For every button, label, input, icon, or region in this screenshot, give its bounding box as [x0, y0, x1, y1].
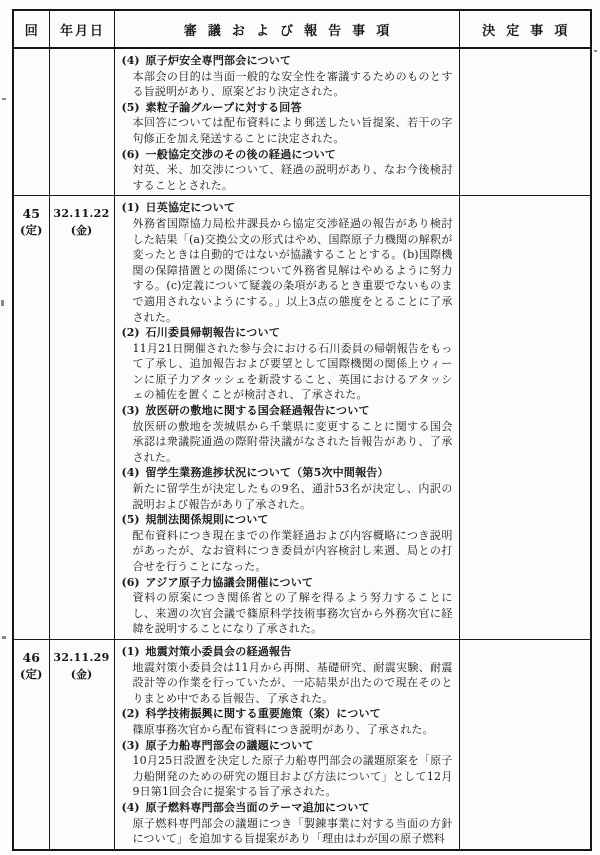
agenda-item	[122, 706, 453, 737]
date-cell	[49, 639, 114, 850]
item-title: 放医研の敷地に関する国会経過報告について	[145, 404, 370, 418]
agenda-item	[122, 53, 453, 100]
date-value: 32.11.29	[53, 650, 110, 664]
item-body: 放医研の敷地を茨城県から千葉県に変更することに関する国会承認は衆議院通過の際附帯決議がなされた旨報告があり、了承された。	[132, 419, 453, 464]
agenda-item-heading	[122, 200, 453, 216]
header-agenda-column: 審議および報告事項	[114, 10, 459, 48]
item-number: (4)	[121, 466, 140, 480]
date-cell	[49, 196, 114, 640]
agenda-item-heading	[122, 147, 453, 163]
date-cell	[49, 48, 114, 196]
agenda-item-heading	[122, 403, 453, 419]
scan-artifact	[594, 50, 597, 52]
agenda-item-heading	[122, 53, 453, 69]
agenda-item	[122, 800, 453, 847]
item-number: (4)	[121, 54, 140, 67]
item-number: (3)	[121, 738, 140, 752]
item-body: 本回答については配布資料により郵送したい旨提案、若干の字句修正を加え発送することに決定された。	[132, 116, 453, 145]
item-title: 原子炉安全専門部会について	[145, 54, 292, 67]
agenda-item	[122, 644, 453, 706]
agenda-item	[122, 465, 453, 512]
item-number: (2)	[121, 707, 140, 721]
item-title: 原子燃料専門部会当面のテーマ追加について	[145, 800, 370, 814]
item-number: (1)	[121, 644, 140, 658]
session-type: (定)	[20, 223, 43, 238]
item-title: 素粒子論グループに対する回答	[145, 100, 302, 114]
session-cell	[13, 48, 49, 196]
item-title: 一般協定交渉のその後の経過について	[145, 147, 337, 161]
agenda-cell	[114, 196, 459, 640]
agenda-item-heading	[122, 325, 453, 341]
date-weekday: (金)	[70, 224, 93, 238]
table-row	[13, 48, 591, 196]
header-date-column: 年月日	[49, 10, 114, 48]
agenda-item	[122, 512, 453, 574]
date-value: 32.11.22	[53, 207, 110, 221]
item-number: (4)	[121, 800, 140, 814]
item-number: (5)	[121, 100, 140, 114]
item-body: 資料の原案につき関係省との了解を得るよう努力することにし、来週の次官会議で篠原科学技術事務次官から外務次官に経緯を説明することになり了承された。	[132, 591, 453, 636]
item-body: 10月25日設置を決定した原子力船専門部会の議題原案を「原子力船開発のための研究の題目および方法について」として12月9日第1回会合に提案する旨了承された。	[132, 754, 453, 799]
agenda-item-list	[122, 53, 453, 193]
agenda-item	[122, 147, 453, 194]
agenda-item-heading	[122, 512, 453, 528]
header-decision-column: 決定事項	[459, 10, 591, 48]
header-row	[13, 10, 591, 48]
item-number: (3)	[121, 404, 140, 418]
agenda-item-heading	[122, 575, 453, 591]
agenda-item	[122, 738, 453, 800]
item-body: 本部会の目的は当面一般的な安全性を審議するためのものとする旨説明があり、原案どおり決定された。	[132, 69, 453, 99]
agenda-item-list	[122, 644, 453, 847]
session-type: (定)	[20, 666, 43, 681]
item-title: 科学技術振興に関する重要施策（案）について	[145, 707, 381, 721]
agenda-item-heading	[122, 465, 453, 481]
decision-cell	[459, 639, 591, 850]
agenda-item-heading	[122, 644, 453, 660]
item-title: 規制法関係規則について	[145, 513, 269, 527]
item-body: 原子燃料専門部会の議題につき「製錬事業に対する当面の方針について」を追加する旨提案があり「理由はわが国の原子燃料	[132, 816, 453, 846]
session-number: 45	[22, 206, 40, 222]
agenda-cell	[114, 639, 459, 850]
item-title: 日英協定について	[145, 201, 236, 215]
item-number: (6)	[121, 147, 140, 161]
item-body: 地震対策小委員会は11月から再開、基礎研究、耐震実験、耐震設計等の作業を行っていたが、一応結果が出たので現在そのとりまとめ中である旨報告、了承された。	[132, 660, 453, 705]
decision-cell	[459, 196, 591, 640]
session-cell	[13, 196, 49, 640]
decision-cell	[459, 48, 591, 196]
scan-artifact	[1, 300, 4, 306]
agenda-item	[122, 200, 453, 325]
session-cell	[13, 639, 49, 850]
agenda-item	[122, 575, 453, 637]
item-body: 11月21日開催された参与会における石川委員の帰朝報告をもって了承し、追加報告および要望として国際機関の関係上ウィーンに原子力アタッシェを新設すること、英国におけるアタッシェの補佐を置くことが検討され、了承された。	[132, 341, 453, 402]
agenda-item-heading	[122, 706, 453, 722]
agenda-item	[122, 100, 453, 147]
agenda-item-heading	[122, 800, 453, 816]
agenda-item	[122, 403, 453, 465]
item-body: 外務省国際協力局松井課長から協定交渉経過の報告があり検討した結果「(a)交換公文の形式はやめ、国際原子力機関の解釈が変ったときは自動的ではないが協議することとする。(b)国際機関の保障措置との関係について外務省見解はやめるように努力する。(c)定義について疑義の条項があるとき重要でないものまで適用されないようにする。」以上3点の態度をとることに了承された。	[132, 216, 453, 324]
item-number: (5)	[121, 513, 140, 527]
agenda-item-list	[122, 200, 453, 637]
agenda-item-heading	[122, 100, 453, 116]
table-row	[13, 639, 591, 850]
agenda-cell	[114, 48, 459, 196]
item-title: アジア原子力協議会開催について	[145, 575, 314, 589]
item-body: 篠原事務次官から配布資料につき説明があり、了承された。	[132, 722, 434, 736]
item-body: 配布資料につき現在までの作業経過および内容概略につき説明があったが、なお資料につき委員が内容検討し来週、局との打合せを行うことになった。	[132, 528, 453, 573]
agenda-item-heading	[122, 738, 453, 754]
item-body: 新たに留学生が決定したもの9名、通計53名が決定し、内訳の説明および報告があり了承された。	[132, 482, 453, 511]
scan-artifact	[2, 98, 6, 100]
item-number: (2)	[121, 326, 140, 340]
item-number: (1)	[121, 201, 140, 215]
header-session-column: 回	[13, 10, 49, 48]
minutes-table	[12, 9, 592, 851]
item-title: 石川委員帰朝報告について	[145, 326, 280, 340]
scan-artifact	[2, 636, 6, 639]
table-row	[13, 196, 591, 640]
session-number: 46	[22, 649, 40, 665]
item-title: 地震対策小委員会の経過報告	[145, 644, 292, 658]
item-title: 原子力船専門部会の議題について	[145, 738, 314, 752]
item-body: 対英、米、加交渉について、経過の説明があり、なお今後検討することとされた。	[132, 163, 453, 192]
item-number: (6)	[121, 575, 140, 589]
item-title: 留学生業務進捗状況について（第5次中間報告）	[145, 466, 389, 480]
date-weekday: (金)	[70, 667, 93, 681]
agenda-item	[122, 325, 453, 403]
